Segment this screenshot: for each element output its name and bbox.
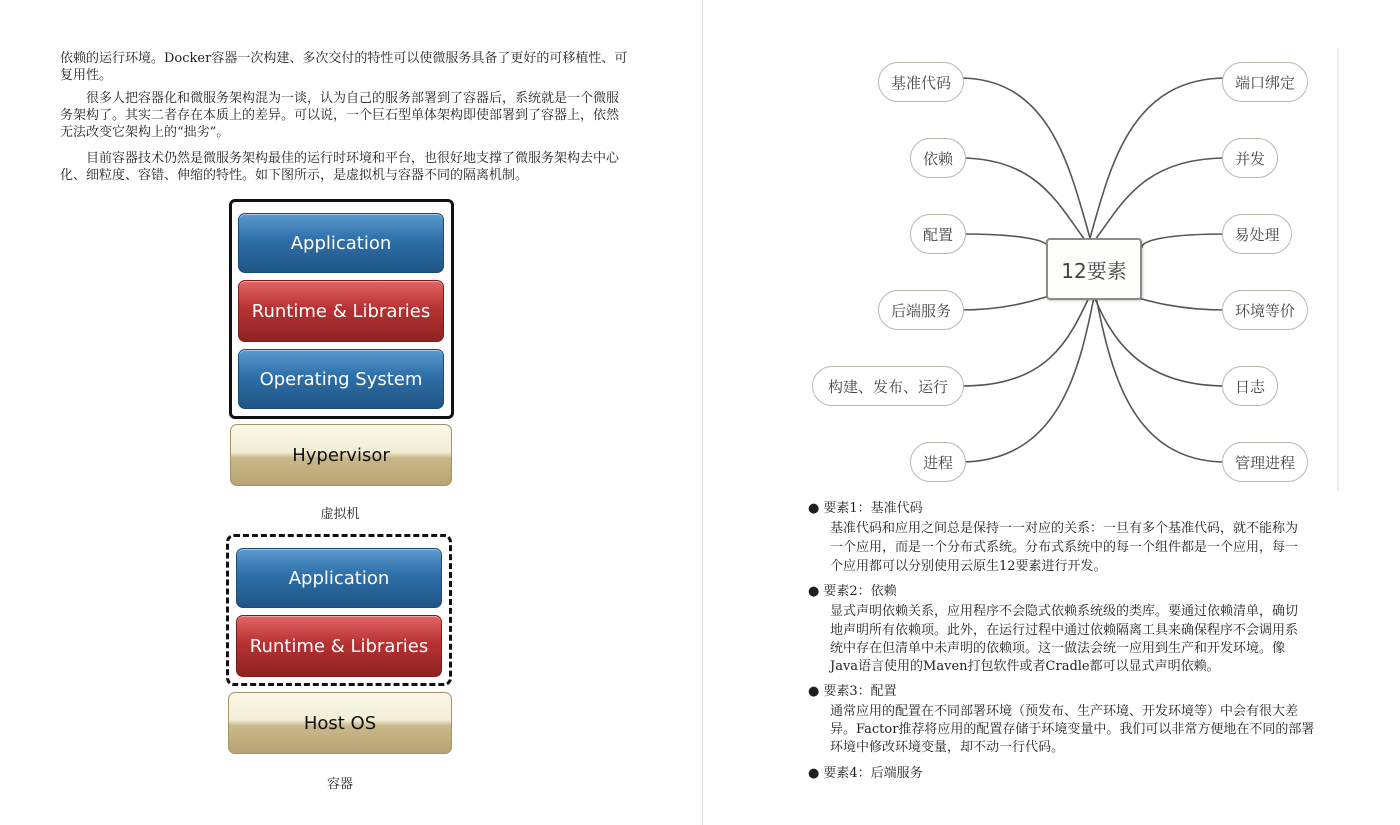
factor-1-title-text: 要素1：基准代码 <box>823 501 923 516</box>
bullet-dot-icon: ● <box>808 501 820 516</box>
factor-2-line-3: 统中存在但清单中未声明的依赖项。这一做法会统一应用到生产和开发环境。像 <box>830 641 1286 656</box>
mindmap-center: 12要素 <box>1046 238 1142 300</box>
container-application-layer: Application <box>236 548 442 608</box>
vm-application-layer: Application <box>238 213 444 273</box>
factor-2-title <box>808 580 897 599</box>
node-logs: 日志 <box>1222 366 1278 406</box>
vm-runtime-layer: Runtime & Libraries <box>238 280 444 342</box>
node-port-binding: 端口绑定 <box>1222 62 1308 102</box>
paragraph-3: 目前容器技术仍然是微服务架构最佳的运行时环境和平台，也很好地支撑了微服务架构去中心化、细粒度、容错、伸缩的特性。如下图所示，是虚拟机与容器不同的隔离机制。 <box>60 151 620 183</box>
host-os-layer: Host OS <box>228 692 452 754</box>
node-admin-processes: 管理进程 <box>1222 442 1308 482</box>
factor-3-title <box>808 680 897 699</box>
container-caption: 容器 <box>326 777 353 792</box>
bullet-dot-icon: ● <box>808 766 820 781</box>
factor-1-title <box>808 497 923 516</box>
factor-3-line-2: 异。Factor推荐将应用的配置存储于环境变量中。我们可以非常方便地在不同的部署 <box>830 722 1315 737</box>
bullet-dot-icon: ● <box>808 684 820 699</box>
node-processes: 进程 <box>910 442 966 482</box>
factor-4-title-text: 要素4：后端服务 <box>823 766 923 781</box>
factor-3-line-1: 通常应用的配置在不同部署环境（预发布、生产环境、开发环境等）中会有很大差 <box>830 704 1299 719</box>
factor-2-title-text: 要素2：依赖 <box>823 584 897 599</box>
factor-2-line-2: 地声明所有依赖项。此外，在运行过程中通过依赖隔离工具来确保程序不会调用系 <box>830 623 1299 638</box>
factor-3-title-text: 要素3：配置 <box>823 684 897 699</box>
paragraph-1: 依赖的运行环境。Docker容器一次构建、多次交付的特性可以使微服务具备了更好的可移植性、可复用性。 <box>60 51 628 83</box>
node-config: 配置 <box>910 214 966 254</box>
twelve-factor-mindmap <box>810 48 1340 490</box>
container-runtime-layer: Runtime & Libraries <box>236 615 442 677</box>
hypervisor-layer: Hypervisor <box>230 424 452 486</box>
factor-1-line-3: 个应用都可以分别使用云原生12要素进行开发。 <box>830 559 1107 574</box>
node-dependencies: 依赖 <box>910 138 966 178</box>
factor-2-line-4: Java语言使用的Maven打包软件或者Cradle都可以显式声明依赖。 <box>830 659 1220 674</box>
factor-3-line-3: 环境中修改环境变量，却不动一行代码。 <box>830 740 1065 755</box>
node-backing-services: 后端服务 <box>878 290 964 330</box>
factor-4-title <box>808 762 923 781</box>
bullet-dot-icon: ● <box>808 584 820 599</box>
page-divider <box>702 0 703 825</box>
paragraph-2: 很多人把容器化和微服务架构混为一谈，认为自己的服务部署到了容器后，系统就是一个微服务架构了。其实二者存在本质上的差异。可以说，一个巨石型单体架构即使部署到了容器上，依然无法改变它架构上的“拙劣”。 <box>60 91 620 140</box>
factor-1-line-1: 基准代码和应用之间总是保持一一对应的关系：一旦有多个基准代码，就不能称为 <box>830 521 1299 536</box>
vm-caption: 虚拟机 <box>320 507 360 522</box>
node-build-release-run: 构建、发布、运行 <box>812 366 964 406</box>
node-concurrency: 并发 <box>1222 138 1278 178</box>
factor-1-line-2: 一个应用，而是一个分布式系统。分布式系统中的每一个组件都是一个应用，每一 <box>830 540 1299 555</box>
node-codebase: 基准代码 <box>878 62 964 102</box>
node-dev-prod-parity: 环境等价 <box>1222 290 1308 330</box>
factor-2-line-1: 显式声明依赖关系，应用程序不会隐式依赖系统级的类库。要通过依赖清单，确切 <box>830 604 1299 619</box>
vm-os-layer: Operating System <box>238 349 444 409</box>
node-disposability: 易处理 <box>1222 214 1292 254</box>
